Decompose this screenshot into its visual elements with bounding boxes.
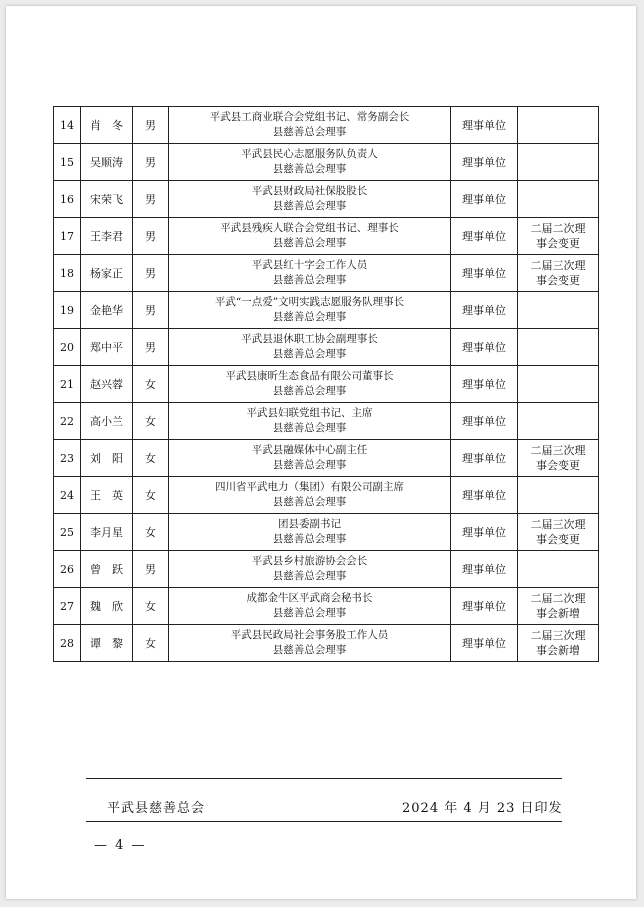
serial-number-cell [54,218,81,255]
unit-position-cell-text: 县慈善总会理事 [272,237,347,249]
member-type-cell [451,292,518,329]
member-type-cell [451,329,518,366]
remark-cell [518,107,599,144]
gender-cell [133,588,169,625]
gender-cell-text: 男 [145,192,156,206]
unit-position-cell-text: 县慈善总会理事 [272,422,347,434]
gender-cell [133,181,169,218]
remark-cell [518,181,599,218]
member-name-cell-text: 杨家正 [90,266,123,280]
remark-cell [518,440,599,477]
member-name-cell-text: 李月星 [90,525,123,539]
council-member-table [53,106,599,662]
unit-position-cell [169,514,451,551]
serial-number-cell-text: 22 [60,414,74,428]
member-type-cell-text: 理事单位 [462,155,506,169]
member-name-cell-text: 宋荣飞 [90,192,123,206]
member-name-cell [81,292,133,329]
table-body [54,107,599,662]
unit-position-cell [169,440,451,477]
member-type-cell [451,144,518,181]
gender-cell-text: 男 [145,562,156,576]
footer-top-rule [86,778,562,779]
gender-cell-text: 女 [145,451,156,465]
member-name-cell-text: 王 英 [90,488,123,502]
unit-position-cell-text: 县慈善总会理事 [272,496,347,508]
table-row [54,625,599,662]
serial-number-cell-text: 15 [60,155,74,169]
table-row [54,477,599,514]
serial-number-cell-text: 14 [60,118,74,132]
serial-number-cell [54,403,81,440]
member-name-cell [81,588,133,625]
member-type-cell-text: 理事单位 [462,599,506,613]
gender-cell [133,440,169,477]
member-type-cell-text: 理事单位 [462,192,506,206]
serial-number-cell-text: 27 [60,599,74,613]
remark-cell-text: 事会新增 [536,607,580,620]
gender-cell-text: 女 [145,414,156,428]
unit-position-cell-text: 成都金牛区平武商会秘书长 [246,592,373,604]
member-type-cell [451,625,518,662]
remark-cell [518,514,599,551]
page-number: — 4 — [94,838,147,853]
member-type-cell-text: 理事单位 [462,229,506,243]
unit-position-cell [169,625,451,662]
remark-cell [518,218,599,255]
serial-number-cell [54,514,81,551]
gender-cell-text: 男 [145,340,156,354]
member-name-cell [81,218,133,255]
remark-cell [518,551,599,588]
member-type-cell-text: 理事单位 [462,303,506,317]
member-type-cell-text: 理事单位 [462,525,506,539]
member-name-cell [81,181,133,218]
remark-cell [518,477,599,514]
serial-number-cell [54,144,81,181]
unit-position-cell-text: 县慈善总会理事 [272,459,347,471]
gender-cell-text: 男 [145,229,156,243]
unit-position-cell [169,477,451,514]
unit-position-cell-text: 县慈善总会理事 [272,348,347,360]
member-type-cell [451,588,518,625]
remark-cell [518,366,599,403]
member-name-cell [81,440,133,477]
gender-cell [133,514,169,551]
remark-cell [518,255,599,292]
member-name-cell [81,329,133,366]
remark-cell [518,144,599,181]
unit-position-cell-text: 县慈善总会理事 [272,644,347,656]
serial-number-cell [54,588,81,625]
gender-cell-text: 男 [145,303,156,317]
document-page [6,6,636,899]
unit-position-cell-text: 县慈善总会理事 [272,311,347,323]
serial-number-cell [54,366,81,403]
member-type-cell [451,107,518,144]
unit-position-cell-text: 平武县财政局社保股股长 [251,185,368,197]
member-type-cell [451,403,518,440]
member-name-cell-text: 金艳华 [90,303,123,317]
member-name-cell [81,477,133,514]
remark-cell [518,292,599,329]
gender-cell-text: 男 [145,118,156,132]
unit-position-cell [169,144,451,181]
member-name-cell [81,366,133,403]
table-row [54,366,599,403]
member-type-cell-text: 理事单位 [462,451,506,465]
member-name-cell-text: 王李君 [90,229,123,243]
unit-position-cell-text: 四川省平武电力（集团）有限公司副主席 [215,481,404,493]
gender-cell-text: 女 [145,636,156,650]
table-row [54,329,599,366]
member-name-cell [81,625,133,662]
unit-position-cell-text: 县慈善总会理事 [272,200,347,212]
remark-cell-text: 二届三次理 [530,259,586,272]
serial-number-cell [54,255,81,292]
unit-position-cell [169,107,451,144]
remark-cell-text: 二届三次理 [530,629,586,642]
unit-position-cell-text: 平武县妇联党组书记、主席 [246,407,373,419]
unit-position-cell [169,403,451,440]
remark-cell-text: 二届三次理 [530,444,586,457]
gender-cell-text: 男 [145,266,156,280]
member-name-cell-text: 郑中平 [90,340,123,354]
member-name-cell [81,144,133,181]
gender-cell-text: 女 [145,525,156,539]
unit-position-cell-text: 平武县工商业联合会党组书记、常务副会长 [209,111,410,123]
table-row [54,440,599,477]
table-row [54,551,599,588]
serial-number-cell [54,329,81,366]
unit-position-cell-text: 平武县退休职工协会副理事长 [241,333,378,345]
member-name-cell [81,403,133,440]
serial-number-cell-text: 20 [60,340,74,354]
unit-position-cell [169,292,451,329]
unit-position-cell-text: 平武县红十字会工作人员 [251,259,368,271]
serial-number-cell-text: 17 [60,229,74,243]
unit-position-cell-text: 平武县民心志愿服务队负责人 [241,148,378,160]
serial-number-cell [54,551,81,588]
unit-position-cell-text: 平武县融媒体中心副主任 [251,444,368,456]
unit-position-cell [169,181,451,218]
gender-cell [133,218,169,255]
unit-position-cell-text: 平武“一点爱”文明实践志愿服务队理事长 [214,296,405,308]
unit-position-cell [169,218,451,255]
table-row [54,292,599,329]
unit-position-cell [169,588,451,625]
remark-cell [518,329,599,366]
member-name-cell-text: 刘 阳 [90,451,123,465]
serial-number-cell [54,440,81,477]
member-type-cell [451,440,518,477]
member-type-cell [451,181,518,218]
serial-number-cell-text: 28 [60,636,74,650]
unit-position-cell-text: 县慈善总会理事 [272,274,347,286]
unit-position-cell-text: 县慈善总会理事 [272,533,347,545]
member-type-cell [451,366,518,403]
member-type-cell [451,551,518,588]
gender-cell [133,144,169,181]
gender-cell [133,292,169,329]
unit-position-cell-text: 平武县乡村旅游协会会长 [251,555,368,567]
member-name-cell-text: 谭 黎 [90,636,123,650]
unit-position-cell-text: 平武县残疾人联合会党组书记、理事长 [220,222,399,234]
member-name-cell-text: 肖 冬 [90,118,123,132]
unit-position-cell-text: 县慈善总会理事 [272,126,347,138]
member-name-cell-text: 高小兰 [90,414,123,428]
serial-number-cell-text: 24 [60,488,74,502]
serial-number-cell-text: 19 [60,303,74,317]
member-type-cell-text: 理事单位 [462,118,506,132]
gender-cell-text: 女 [145,488,156,502]
gender-cell [133,255,169,292]
member-name-cell-text: 赵兴蓉 [90,377,123,391]
gender-cell-text: 男 [145,155,156,169]
unit-position-cell [169,551,451,588]
serial-number-cell [54,292,81,329]
member-name-cell [81,551,133,588]
member-type-cell-text: 理事单位 [462,377,506,391]
unit-position-cell-text: 县慈善总会理事 [272,570,347,582]
gender-cell [133,366,169,403]
remark-cell-text: 事会变更 [536,237,580,250]
serial-number-cell [54,107,81,144]
table-row [54,255,599,292]
table-row [54,218,599,255]
unit-position-cell-text: 县慈善总会理事 [272,385,347,397]
member-name-cell [81,107,133,144]
serial-number-cell-text: 16 [60,192,74,206]
table-row [54,403,599,440]
member-type-cell-text: 理事单位 [462,562,506,576]
remark-cell-text: 事会变更 [536,274,580,287]
remark-cell-text: 事会变更 [536,533,580,546]
member-type-cell [451,514,518,551]
member-type-cell-text: 理事单位 [462,414,506,428]
member-type-cell [451,255,518,292]
member-name-cell [81,514,133,551]
member-type-cell [451,477,518,514]
issuing-organization: 平武县慈善总会 [107,801,206,816]
unit-position-cell [169,255,451,292]
remark-cell-text: 二届三次理 [530,518,586,531]
remark-cell [518,625,599,662]
unit-position-cell [169,329,451,366]
table-row [54,107,599,144]
member-name-cell-text: 魏 欣 [90,599,123,613]
gender-cell [133,329,169,366]
member-type-cell [451,218,518,255]
member-type-cell-text: 理事单位 [462,266,506,280]
gender-cell [133,625,169,662]
remark-cell-text: 二届二次理 [530,592,586,605]
member-type-cell-text: 理事单位 [462,636,506,650]
gender-cell-text: 女 [145,377,156,391]
remark-cell [518,588,599,625]
serial-number-cell [54,477,81,514]
serial-number-cell-text: 23 [60,451,74,465]
unit-position-cell-text: 平武县康昕生态食品有限公司董事长 [225,370,394,382]
member-name-cell-text: 吴顺涛 [90,155,123,169]
remark-cell-text: 事会新增 [536,644,580,657]
table-row [54,181,599,218]
serial-number-cell [54,181,81,218]
remark-cell-text: 二届二次理 [530,222,586,235]
table-row [54,588,599,625]
table-row [54,514,599,551]
serial-number-cell-text: 25 [60,525,74,539]
serial-number-cell-text: 21 [60,377,74,391]
remark-cell-text: 事会变更 [536,459,580,472]
unit-position-cell-text: 县慈善总会理事 [272,163,347,175]
gender-cell [133,403,169,440]
member-name-cell [81,255,133,292]
member-type-cell-text: 理事单位 [462,340,506,354]
unit-position-cell-text: 平武县民政局社会事务股工作人员 [230,629,389,641]
unit-position-cell-text: 县慈善总会理事 [272,607,347,619]
member-name-cell-text: 曾 跃 [90,562,123,576]
serial-number-cell [54,625,81,662]
remark-cell [518,403,599,440]
serial-number-cell-text: 18 [60,266,74,280]
gender-cell [133,551,169,588]
unit-position-cell [169,366,451,403]
gender-cell [133,477,169,514]
gender-cell [133,107,169,144]
footer-bottom-rule [86,821,562,822]
serial-number-cell-text: 26 [60,562,74,576]
table-row [54,144,599,181]
unit-position-cell-text: 团县委副书记 [278,518,341,530]
gender-cell-text: 女 [145,599,156,613]
issue-date: 2024 年 4 月 23 日印发 [402,801,563,816]
member-type-cell-text: 理事单位 [462,488,506,502]
